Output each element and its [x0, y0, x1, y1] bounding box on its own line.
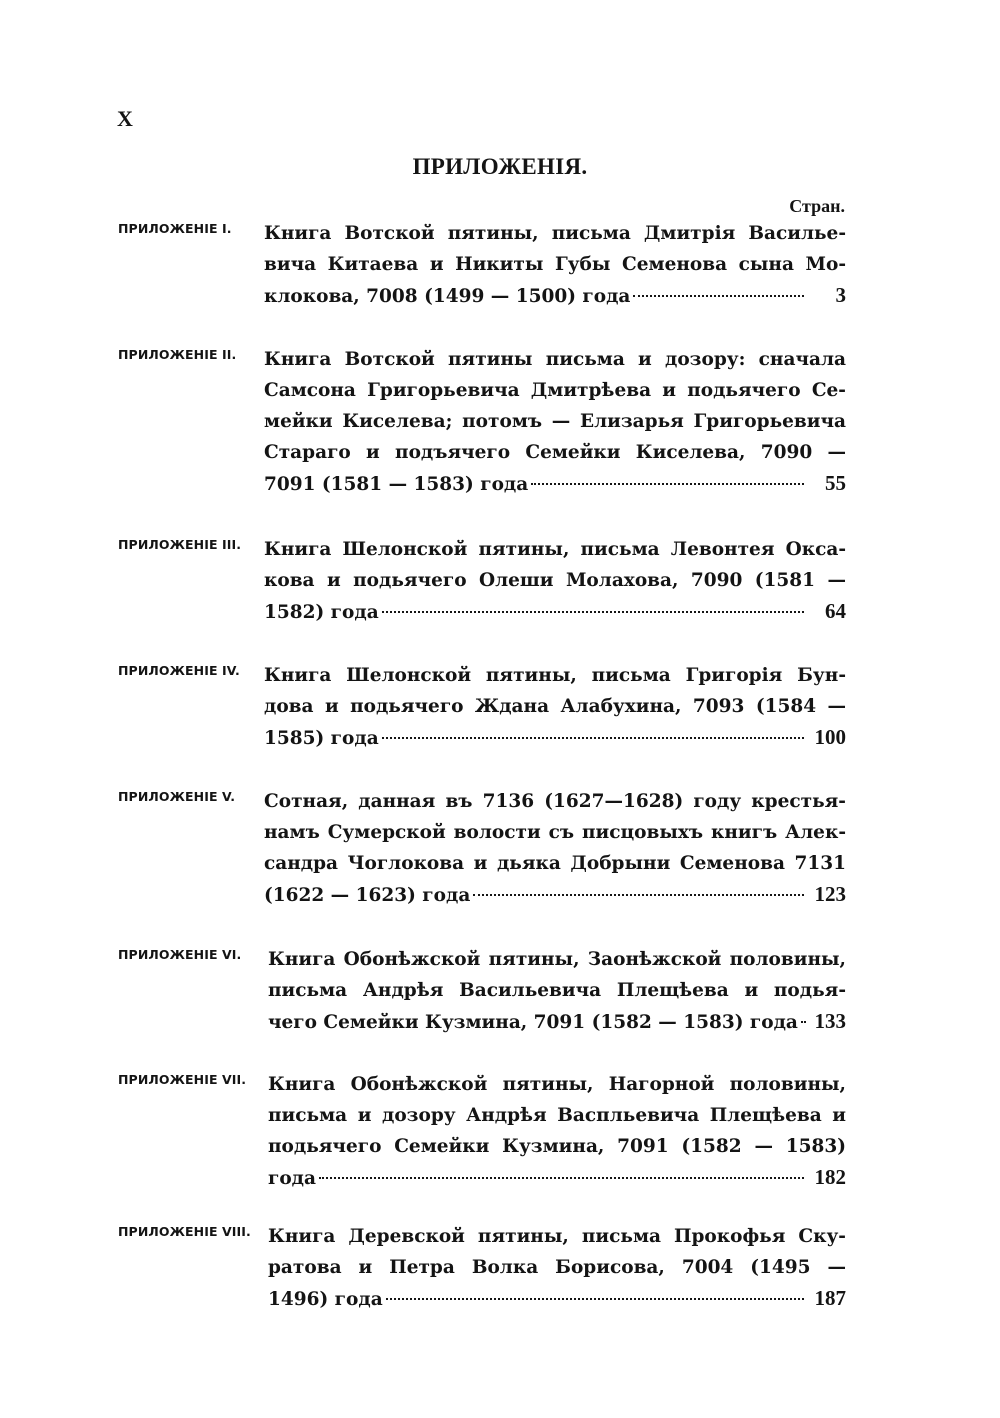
appendix-last-line	[268, 1006, 846, 1037]
appendix-line: Книга Деревской пятины, письма Прокофья Ску-	[268, 1226, 846, 1247]
appendix-line: 7091 (1581 — 1583) года	[264, 474, 529, 495]
appendix-line: клокова, 7008 (1499 — 1500) года	[264, 286, 631, 307]
page-number: 187	[814, 1286, 846, 1310]
appendix-body	[268, 944, 846, 1037]
appendix-line: Книга Вотской пятины письма и дозору: сначала	[264, 349, 846, 370]
appendix-last-line	[264, 722, 846, 753]
page-number: 123	[814, 882, 846, 906]
section-heading: ПРИЛОЖЕНІЯ.	[412, 154, 588, 179]
page-column-label: Стран.	[789, 196, 845, 216]
page-number: 100	[814, 725, 846, 749]
appendix-line: 1496) года	[268, 1289, 383, 1310]
appendix-label: ПРИЛОЖЕНІЕ VII.	[118, 1072, 247, 1087]
appendix-body	[268, 1221, 846, 1314]
page-number: 182	[814, 1165, 846, 1189]
page-number: 133	[814, 1009, 846, 1033]
appendix-line: намъ Сумерской волости съ писцовыхъ книгъ Алек-	[264, 822, 846, 843]
appendix-line: письма и дозору Андрѣя Васпльевича Плещѣева и	[268, 1105, 846, 1126]
appendix-line: 1585) года	[264, 728, 379, 749]
appendix-label: ПРИЛОЖЕНІЕ VIII.	[118, 1224, 251, 1239]
appendix-last-line	[268, 1283, 846, 1314]
appendix-line: Стараго и подъячего Семейки Киселева, 7090 —	[264, 442, 846, 463]
dot-leader	[531, 483, 804, 485]
appendix-line: Сотная, данная въ 7136 (1627—1628) году крестья-	[264, 791, 846, 812]
dot-leader	[801, 1021, 804, 1023]
appendix-line: сандра Чоглокова и дьяка Добрыни Семенова 7131	[264, 853, 846, 874]
appendix-body	[264, 534, 846, 627]
dot-leader	[382, 611, 804, 613]
dot-leader	[382, 737, 804, 739]
appendix-body	[264, 344, 846, 499]
appendix-label: ПРИЛОЖЕНІЕ VI.	[118, 947, 242, 962]
appendix-line: кова и подьячего Олеши Молахова, 7090 (1581 —	[264, 570, 846, 591]
appendix-label: ПРИЛОЖЕНІЕ III.	[118, 537, 242, 552]
dot-leader	[473, 894, 804, 896]
appendix-last-line	[264, 280, 846, 311]
appendix-line: Книга Шелонской пятины, письма Григорія Бун-	[264, 665, 846, 686]
appendix-body	[264, 218, 846, 311]
appendix-body	[264, 786, 846, 910]
appendix-line: Книга Шелонской пятины, письма Левонтея Окса-	[264, 539, 846, 560]
dot-leader	[319, 1177, 804, 1179]
appendix-last-line	[264, 468, 846, 499]
page-folio: X	[117, 106, 133, 131]
appendix-label: ПРИЛОЖЕНІЕ I.	[118, 221, 232, 236]
appendix-line: 1582) года	[264, 602, 379, 623]
page-number: 64	[825, 599, 846, 623]
page-number: 55	[825, 471, 846, 495]
appendix-last-line	[264, 596, 846, 627]
appendix-line: года	[268, 1168, 316, 1189]
appendix-line: вича Китаева и Никиты Губы Семенова сына Мо-	[264, 254, 846, 275]
appendix-last-line	[268, 1162, 846, 1193]
appendix-line: подьячего Семейки Кузмина, 7091 (1582 — 1583)	[268, 1136, 846, 1157]
appendix-last-line	[264, 879, 846, 910]
page-number: 3	[835, 283, 846, 307]
appendix-line: (1622 — 1623) года	[264, 885, 471, 906]
dot-leader	[633, 295, 804, 297]
appendix-label: ПРИЛОЖЕНІЕ IV.	[118, 663, 240, 678]
appendix-line: ратова и Петра Волка Борисова, 7004 (1495 —	[268, 1257, 846, 1278]
appendix-label: ПРИЛОЖЕНІЕ V.	[118, 789, 236, 804]
appendix-line: чего Семейки Кузмина, 7091 (1582 — 1583) года	[268, 1012, 798, 1033]
dot-leader	[386, 1298, 804, 1300]
appendix-line: Книга Обонѣжской пятины, Нагорной половины,	[268, 1074, 846, 1095]
appendix-label: ПРИЛОЖЕНІЕ II.	[118, 347, 237, 362]
appendix-line: мейки Киселева; потомъ — Елизарья Григорьевича	[264, 411, 846, 432]
appendix-line: Книга Обонѣжской пятины, Заонѣжской половины,	[268, 949, 846, 970]
appendix-body	[264, 660, 846, 753]
appendix-line: Книга Вотской пятины, письма Дмитрія Василье-	[264, 223, 846, 244]
appendix-line: дова и подьячего Ждана Алабухина, 7093 (1584 —	[264, 696, 846, 717]
appendix-line: Самсона Григорьевича Дмитрѣева и подьячего Се-	[264, 380, 846, 401]
appendix-line: письма Андрѣя Васильевича Плещѣева и подья-	[268, 980, 846, 1001]
appendix-body	[268, 1069, 846, 1193]
